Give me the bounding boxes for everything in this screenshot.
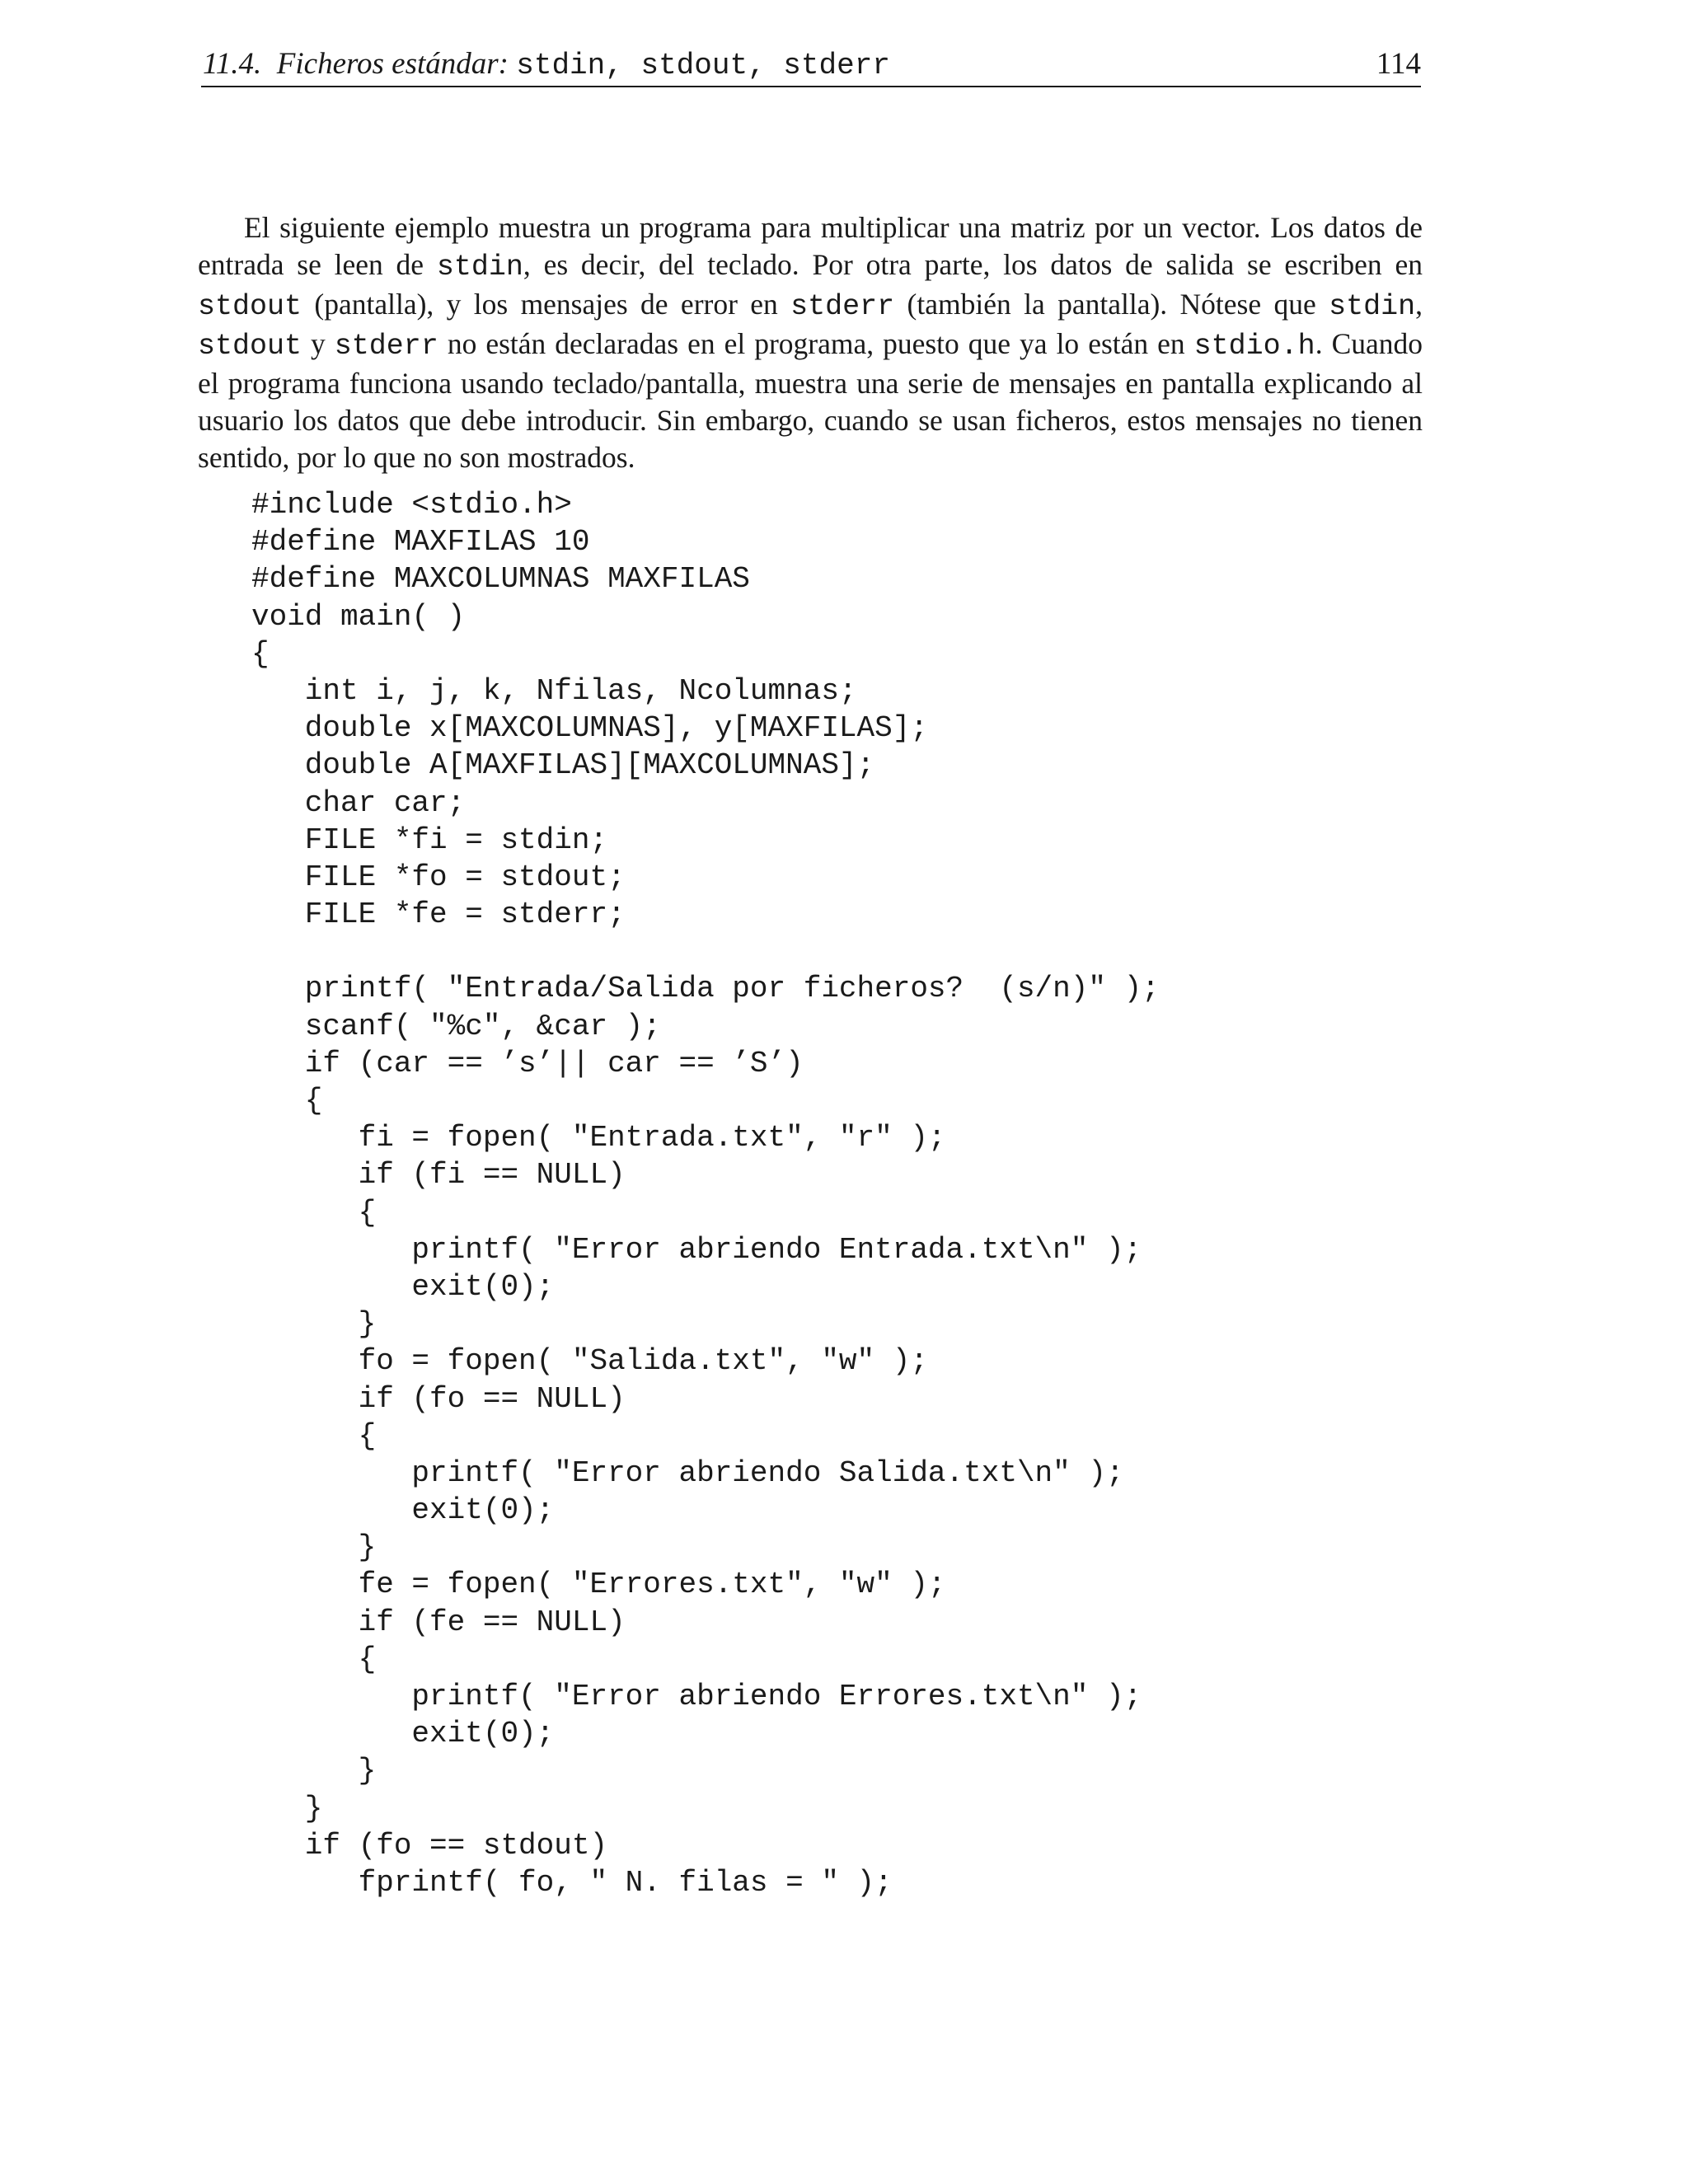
code-line: }	[251, 1754, 377, 1788]
code-line: fo = fopen( "Salida.txt", "w" );	[251, 1344, 928, 1379]
code-line: scanf( "%c", &car );	[251, 1009, 661, 1043]
code-line: exit(0);	[251, 1269, 555, 1304]
code-line: char car;	[251, 785, 466, 820]
code-line: exit(0);	[251, 1493, 555, 1528]
code-line: #define MAXCOLUMNAS MAXFILAS	[251, 562, 750, 597]
code-line: exit(0);	[251, 1717, 555, 1751]
code-line: }	[251, 1791, 323, 1825]
paragraph-text: El siguiente ejemplo muestra un programa para multiplicar una matriz por un vector. Los datos de entrada se leen de	[198, 210, 1423, 281]
code-line: FILE *fo = stdout;	[251, 860, 626, 894]
code-line: printf( "Entrada/Salida por ficheros? (s/n)" );	[251, 972, 1160, 1006]
code-line: FILE *fi = stdin;	[251, 823, 608, 857]
running-header	[201, 43, 1421, 87]
code-line: FILE *fe = stderr;	[251, 898, 626, 932]
section-number: 11.4.	[203, 47, 262, 81]
code-line: {	[251, 636, 270, 671]
paragraph-text: , es decir, del teclado. Por otra parte, los datos de salida se escriben en	[523, 247, 1423, 281]
section-title-code: stdin, stdout, stderr	[516, 49, 890, 82]
code-line: if (car == ’s’|| car == ’S’)	[251, 1046, 804, 1080]
section-heading	[203, 46, 890, 82]
code-line: int i, j, k, Nfilas, Ncolumnas;	[251, 673, 857, 708]
code-line: if (fo == NULL)	[251, 1381, 626, 1416]
inline-code: stdout	[198, 329, 302, 363]
code-line: if (fi == NULL)	[251, 1158, 626, 1193]
paragraph-text: no están declaradas en el programa, puesto que ya lo están en	[438, 326, 1194, 360]
inline-code: stdin	[1329, 289, 1416, 323]
page-number: 114	[1376, 47, 1421, 81]
code-line: printf( "Error abriendo Salida.txt\n" );	[251, 1455, 1124, 1490]
code-line: #include <stdio.h>	[251, 488, 572, 522]
code-line: double A[MAXFILAS][MAXCOLUMNAS];	[251, 748, 875, 783]
code-line: #define MAXFILAS 10	[251, 525, 590, 560]
code-line: void main( )	[251, 599, 466, 634]
paragraph-text: (pantalla), y los mensajes de error en	[302, 287, 791, 321]
inline-code: stderr	[334, 329, 438, 363]
code-line: fi = fopen( "Entrada.txt", "r" );	[251, 1121, 946, 1155]
code-line	[251, 933, 1160, 970]
code-line: printf( "Error abriendo Entrada.txt\n" );	[251, 1232, 1142, 1267]
body-paragraph	[198, 209, 1423, 476]
inline-code: stderr	[790, 289, 895, 323]
code-line: if (fo == stdout)	[251, 1828, 608, 1863]
code-line: fe = fopen( "Errores.txt", "w" );	[251, 1568, 946, 1602]
code-line: {	[251, 1642, 377, 1676]
code-line: if (fe == NULL)	[251, 1605, 626, 1639]
code-line: double x[MAXCOLUMNAS], y[MAXFILAS];	[251, 711, 928, 746]
code-line: {	[251, 1084, 323, 1118]
code-line: }	[251, 1307, 377, 1342]
code-line: printf( "Error abriendo Errores.txt\n" );	[251, 1680, 1142, 1713]
code-line: fprintf( fo, " N. filas = " );	[251, 1865, 893, 1900]
paragraph-text: (también la pantalla). Nótese que	[894, 287, 1329, 321]
code-line: {	[251, 1418, 377, 1453]
code-line: {	[251, 1195, 377, 1230]
paragraph-text: . Cuando el programa funciona usando teclado/pantalla, muestra una serie de mensajes en pantalla explicando al usuario los datos que debe introducir. Sin embargo, cuando se usan ficheros, estos mensajes no tienen sentido, por lo que no son mostrados.	[198, 326, 1423, 474]
code-listing	[251, 486, 1160, 1901]
inline-code: stdin	[436, 250, 523, 284]
paragraph-text: ,	[1415, 287, 1423, 321]
inline-code: stdout	[198, 289, 302, 323]
inline-code: stdio.h	[1193, 329, 1315, 363]
section-title: Ficheros estándar:	[276, 47, 509, 81]
paragraph-text: y	[302, 326, 335, 360]
code-line: }	[251, 1530, 377, 1565]
